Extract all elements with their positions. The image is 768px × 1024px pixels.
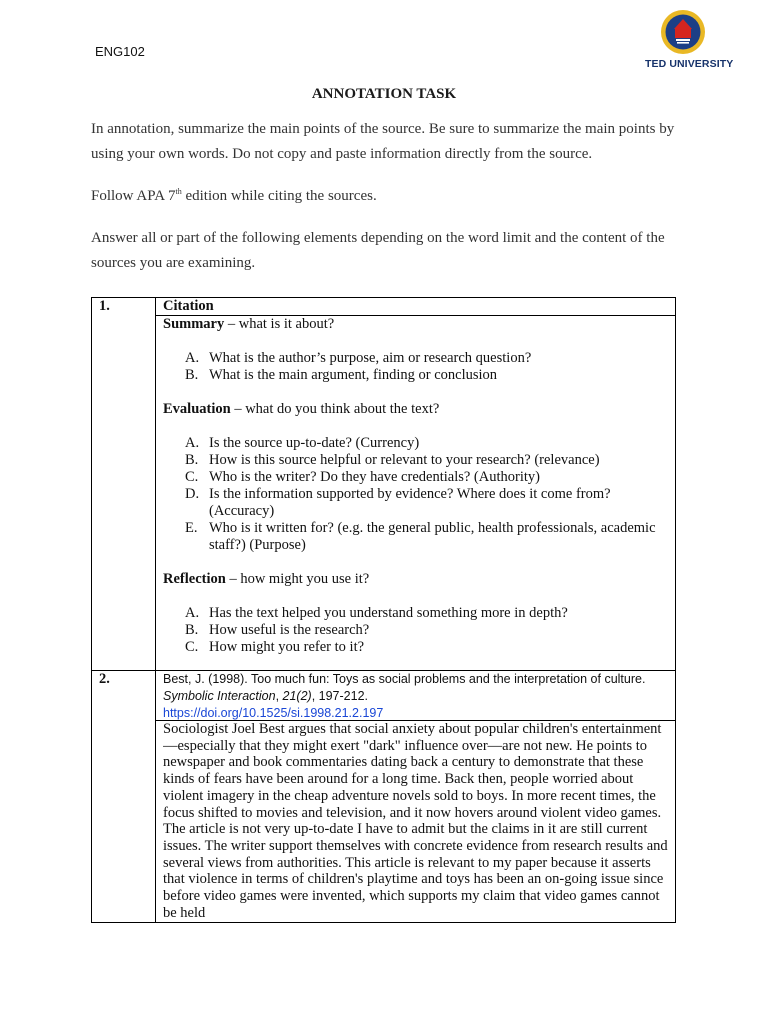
apa-text: Follow APA 7: [91, 188, 176, 204]
instructions-paragraph: Answer all or part of the following elements depending on the word limit and the content of the sources you are examining.: [91, 230, 665, 271]
apa-superscript: th: [175, 187, 182, 196]
logo-text: TED UNIVERSITY: [645, 58, 734, 70]
column-divider: [155, 298, 156, 922]
crest-icon: [660, 9, 706, 55]
citation-pages: , 197-212.: [311, 689, 368, 703]
annotation-table: [91, 297, 676, 923]
row-number: 2.: [99, 671, 110, 687]
reflection-list: [163, 605, 667, 656]
evaluation-list: [163, 435, 667, 554]
doi-link[interactable]: https://doi.org/10.1525/si.1998.21.2.197: [163, 706, 384, 720]
guide-cell: [163, 316, 667, 656]
intro-paragraph: In annotation, summarize the main points of the source. Be sure to summarize the main points by using your own words. Do not copy and paste information directly from the source.: [91, 121, 675, 162]
list-item: B. How is this source helpful or relevant to your research? (relevance): [185, 452, 600, 468]
list-item: E. Who is it written for? (e.g. the general public, health professionals, academic staff?) (Purpose): [185, 520, 656, 553]
evaluation-heading: [163, 401, 667, 418]
reflection-question: – how might you use it?: [225, 571, 370, 587]
summary-heading: [163, 316, 667, 333]
page-title: ANNOTATION TASK: [311, 86, 457, 102]
citation-heading: Citation: [163, 298, 214, 314]
list-item: D. Is the information supported by evidence? Where does it come from? (Accuracy): [185, 486, 611, 519]
summary-question: – what is it about?: [224, 316, 335, 332]
list-item: B. What is the main argument, finding or conclusion: [185, 367, 498, 383]
reflection-heading: [163, 571, 667, 588]
annotation-text: Sociologist Joel Best argues that social anxiety about popular children's entertainment—especially that they might exert "dark" influence over—are not new. He points to newspaper and book commentaries dating back a century to demonstrate that these kinds of fears have been around for a long time. Back then, people worried about violent imagery in the cheap adventure novels sold to boys. In more recent times, the focus shifted to movies and television, and it now hovers around violent video games. The article is not very up-to-date I have to admit but the claims in it are still current issues. The writer support themselves with concrete evidence from research results and several views from authorities. This article is relevant to my paper because it asserts that violence in terms of children's playtime and toys has been an on-going issue since before video games were invented, which supports my claim that video games cannot be held: [163, 721, 668, 921]
summary-list: [163, 350, 667, 384]
evaluation-question: – what do you think about the text?: [230, 401, 440, 417]
citation-text: Best, J. (1998). Too much fun: Toys as social problems and the interpretation of culture.: [163, 672, 646, 686]
evaluation-label: Evaluation: [163, 401, 231, 417]
apa-text-end: edition while citing the sources.: [181, 188, 377, 204]
list-item: A. Is the source up-to-date? (Currency): [185, 435, 420, 451]
list-item: B. How useful is the research?: [185, 622, 370, 638]
summary-label: Summary: [163, 316, 225, 332]
journal-title: Symbolic Interaction: [163, 689, 276, 703]
list-item: C. Who is the writer? Do they have credentials? (Authority): [185, 469, 540, 485]
citation-entry: Best, J. (1998). Too much fun: Toys as social problems and the interpretation of culture. Symbolic Interaction, 21(2), 197-212. https://doi.org/10.1525/si.1998.21.2.197: [163, 672, 646, 720]
list-item: C. How might you refer to it?: [185, 639, 365, 655]
university-logo: [645, 9, 734, 73]
list-item: A. What is the author’s purpose, aim or research question?: [185, 350, 532, 366]
journal-volume: 21(2): [282, 689, 312, 703]
row-number: 1.: [99, 298, 110, 314]
apa-paragraph: [91, 184, 681, 209]
course-code: ENG102: [95, 44, 145, 59]
list-item: A. Has the text helped you understand something more in depth?: [185, 605, 568, 621]
reflection-label: Reflection: [163, 571, 226, 587]
